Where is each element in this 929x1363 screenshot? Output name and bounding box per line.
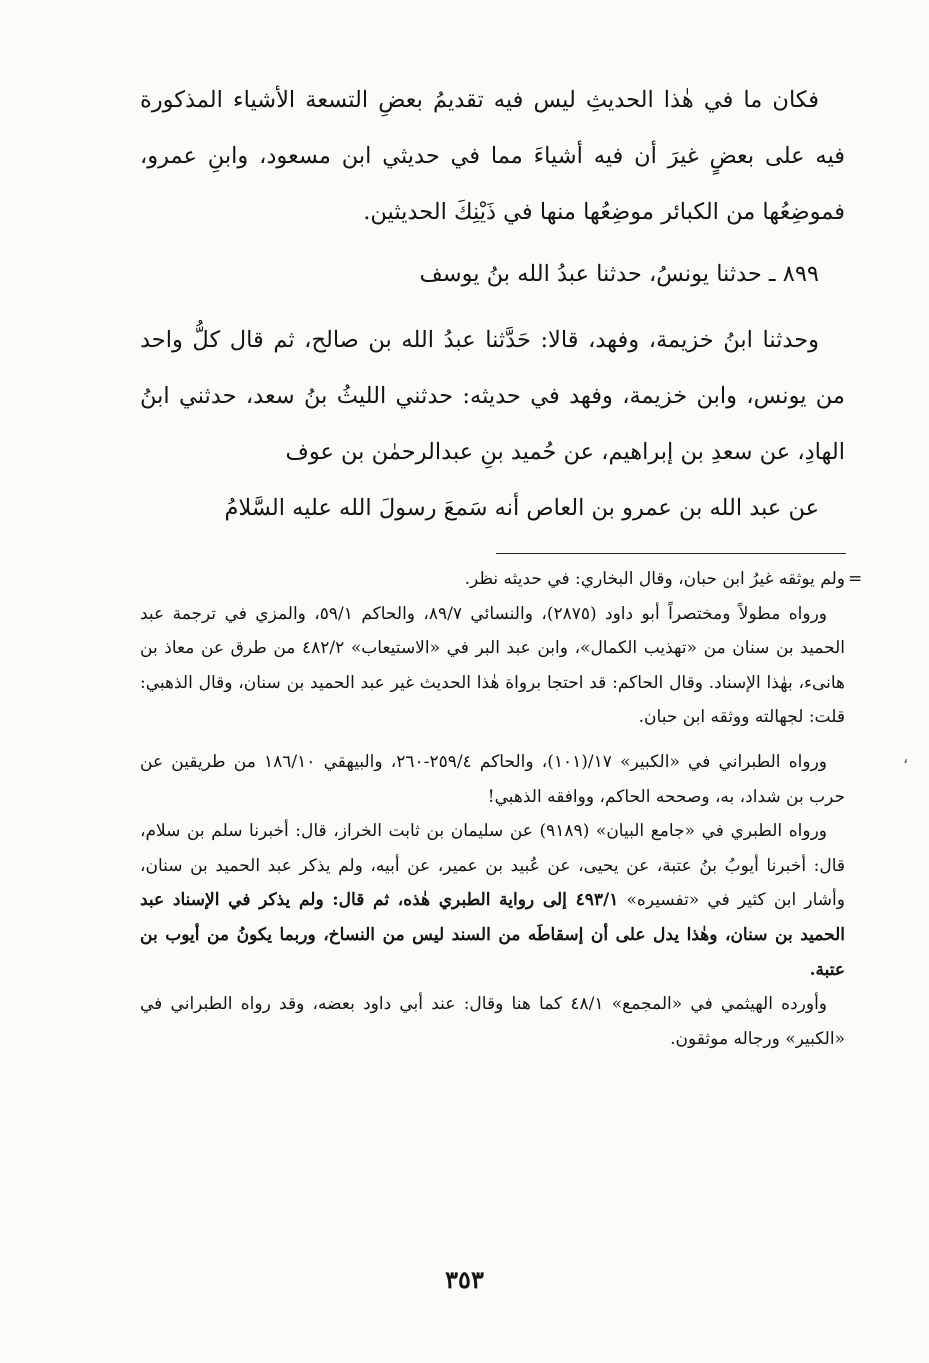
footnote-paragraph: ورواه الطبراني في «الكبير» ١٧/(١٠١)، والحاكم ٢٥٩/٤-٢٦٠، والبيهقي ١٨٦/١٠ من طريقين عن حرب بن شداد، به، وصححه الحاكم، ووافقه الذهبي! (140, 751, 845, 807)
footnote-paragraph: ورواه مطولاً ومختصراً أبو داود (٢٨٧٥)، والنسائي ٨٩/٧، والحاكم ٥٩/١، والمزي في ترجمة عبد الحميد بن سنان من «تهذيب الكمال»، وابن عبد البر في «الاستيعاب» ٤٨٢/٢ من طرق عن معاذ بن هانىء، بهٰذا الإسناد. وقال الحاكم: قد احتجا برواة هٰذا الحديث غير عبد الحميد بن سنان، وقال الذهبي: قلت: لجهالته ووثقه ابن حبان. (140, 603, 845, 728)
footnote-continuation-mark: = (848, 569, 863, 589)
margin-mark: ، (903, 748, 909, 767)
footnotes (140, 562, 845, 1056)
hadith-number-line: ٨٩٩ ـ حدثنا يونسُ، حدثنا عبدُ الله بنُ يوسف (419, 261, 819, 287)
footnote-paragraph: وأورده الهيثمي في «المجمع» ٤٨/١ كما هنا وقال: عند أبي داود بعضه، وقد رواه الطبراني في «الكبير» ورجاله موثقون. (140, 994, 845, 1049)
footnote-bold-text: ٤٩٣/١ إلى رواية الطبري هٰذه، ثم قال: ولم يذكر في الإسناد عبد الحميد بن سنان، وهٰذا يدل على أن إسقاطَه من السند ليس من النساخ، وربما يكونُ من أيوب بن عتبة. (140, 890, 845, 980)
footnote-separator (496, 553, 846, 554)
paragraph-commentary: فكان ما في هٰذا الحديثِ ليس فيه تقديمُ بعضِ التسعة الأشياء المذكورة فيه على بعضٍ غيرَ أن فيه أشياءَ مما في حديثي ابن مسعود، وابنِ عمرو، فموضِعُها من الكبائر موضِعُها منها في ذَيْنِكَ الحديثين. (140, 87, 845, 225)
paragraph-isnad: وحدثنا ابنُ خزيمة، وفهد، قالا: حَدَّثنا عبدُ الله بن صالح، ثم قال كلُّ واحد من يونس، وابن خزيمة، وفهد في حديثه: حدثني الليثُ بنُ سعد، حدثني ابنُ الهادِ، عن سعدِ بن إبراهيم، عن حُميد بنِ عبدالرحمٰن بن عوف (140, 327, 845, 465)
footnote-paragraph (140, 814, 845, 987)
main-text (140, 72, 845, 536)
footnote-paragraph: ولم يوثقه غيرُ ابن حبان، وقال البخاري: في حديثه نظر. (464, 569, 845, 589)
paragraph-matn-start: عن عبد الله بن عمرو بن العاص أنه سَمعَ رسولَ الله عليه السَّلامُ (224, 495, 819, 521)
footnote-text: ورواه الطبري في «جامع البيان» (٩١٨٩) عن سليمان بن ثابت الخراز، قال: أخبرنا سلم بن سلام، قال: أخبرنا أيوبُ بنُ عتبة، عن يحيى، عن عُبيد بن عمير، عن أبيه، ولم يذكر عبد الحميد بن سنان، وأشار ابن كثير في «تفسيره» (140, 821, 845, 911)
page-number: ٣٥٣ (445, 1265, 484, 1294)
